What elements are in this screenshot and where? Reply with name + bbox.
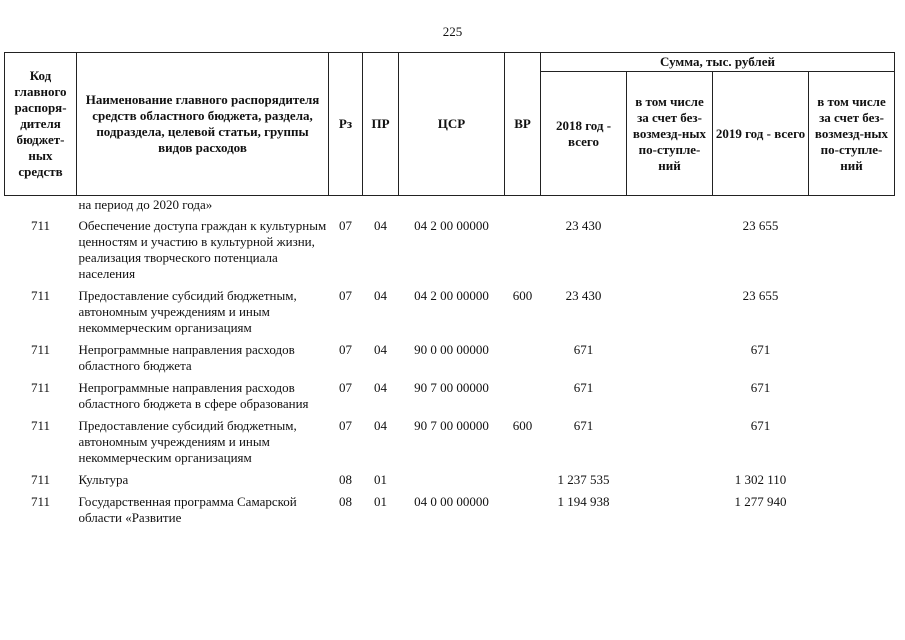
page-number: 225 (442, 24, 463, 39)
cell-2019-total: 671 (750, 342, 771, 357)
cell-pr: 01 (374, 472, 387, 487)
cell-name: Предоставление субсидий бюджетным, автономным учреждениям и иным некоммерческим организациям (78, 288, 297, 335)
cell-2019-grants (809, 469, 895, 491)
cell-2018-total: 671 (573, 380, 594, 395)
cell-2018-grants (627, 415, 713, 469)
cell-code: 711 (30, 472, 51, 487)
table-body (5, 215, 895, 529)
cell-rz: 07 (339, 342, 352, 357)
table-header (5, 53, 895, 196)
cell-2019-total: 1 277 940 (734, 494, 787, 509)
continuation-row (5, 196, 895, 216)
cell-name: Государственная программа Самарской области «Развитие (78, 494, 297, 525)
cell-rz: 07 (339, 218, 352, 233)
cell-vr (505, 215, 541, 285)
cell-2019-total: 23 655 (742, 218, 779, 233)
cell-2019-grants (809, 377, 895, 415)
header-vr: ВР (505, 53, 541, 196)
cell-code: 711 (30, 288, 51, 303)
cell-vr (505, 491, 541, 529)
cell-vr (505, 469, 541, 491)
cell-rz: 07 (339, 418, 352, 433)
table-row (5, 285, 895, 339)
cell-csr: 04 0 00 00000 (414, 494, 489, 509)
cell-csr: 90 7 00 00000 (414, 418, 489, 433)
cell-name: Обеспечение доступа граждан к культурным ценностям и участию в культурной жизни, реализация творческого потенциала населения (78, 218, 327, 281)
header-2019-grants: в том числе за счет без-возмезд-ных по-ступле-ний (809, 72, 895, 196)
cell-2019-total: 671 (750, 418, 771, 433)
cell-vr (505, 377, 541, 415)
cell-csr: 04 2 00 00000 (414, 218, 489, 233)
cell-2019-total: 23 655 (742, 288, 779, 303)
cell-2019-grants (809, 415, 895, 469)
cell-2018-grants (627, 377, 713, 415)
cell-code: 711 (30, 218, 51, 233)
cell-2019-grants (809, 215, 895, 285)
header-2018-grants: в том числе за счет без-возмезд-ных по-ступле-ний (627, 72, 713, 196)
cell-2019-total: 1 302 110 (734, 472, 787, 487)
cell-2018-grants (627, 339, 713, 377)
cell-2018-total: 23 430 (565, 218, 602, 233)
cell-2019-grants (809, 285, 895, 339)
cell-2018-grants (627, 469, 713, 491)
header-rz: Рз (329, 53, 363, 196)
cell-2018-grants (627, 285, 713, 339)
cell-vr: 600 (512, 418, 533, 433)
table-row (5, 469, 895, 491)
cell-csr: 04 2 00 00000 (414, 288, 489, 303)
cell-pr: 04 (374, 418, 387, 433)
cell-2019-grants (809, 491, 895, 529)
header-pr: ПР (363, 53, 399, 196)
table-row (5, 215, 895, 285)
cell-2018-total: 1 194 938 (557, 494, 610, 509)
cell-pr: 01 (374, 494, 387, 509)
header-sum-group: Сумма, тыс. рублей (541, 53, 895, 72)
header-code: Код главного распоря-дителя бюджет-ных средств (5, 53, 77, 196)
cell-rz: 07 (339, 380, 352, 395)
cell-code: 711 (30, 418, 51, 433)
cell-rz: 08 (339, 494, 352, 509)
header-csr: ЦСР (399, 53, 505, 196)
cell-name: Культура (78, 472, 129, 487)
cell-2018-grants (627, 491, 713, 529)
table-row (5, 377, 895, 415)
cell-name: Предоставление субсидий бюджетным, автономным учреждениям и иным некоммерческим организациям (78, 418, 297, 465)
cell-csr: 90 7 00 00000 (414, 380, 489, 395)
cell-2018-total: 671 (573, 342, 594, 357)
cell-csr (399, 469, 505, 491)
continuation-text: на период до 2020 года» (78, 197, 213, 212)
cell-vr (505, 339, 541, 377)
table-row (5, 415, 895, 469)
table-row (5, 491, 895, 529)
cell-pr: 04 (374, 218, 387, 233)
cell-2018-grants (627, 215, 713, 285)
table-row (5, 339, 895, 377)
cell-pr: 04 (374, 342, 387, 357)
cell-vr: 600 (512, 288, 533, 303)
cell-code: 711 (30, 342, 51, 357)
cell-2018-total: 23 430 (565, 288, 602, 303)
budget-table (4, 52, 895, 529)
header-2019-total: 2019 год - всего (713, 72, 809, 196)
cell-pr: 04 (374, 380, 387, 395)
cell-2018-total: 671 (573, 418, 594, 433)
cell-2019-total: 671 (750, 380, 771, 395)
cell-name: Непрограммные направления расходов областного бюджета в сфере образования (78, 380, 309, 411)
cell-2018-total: 1 237 535 (557, 472, 610, 487)
cell-csr: 90 0 00 00000 (414, 342, 489, 357)
cell-name: Непрограммные направления расходов областного бюджета (78, 342, 295, 373)
header-name: Наименование главного распорядителя средств областного бюджета, раздела, подраздела, целевой статьи, группы видов расходов (77, 53, 329, 196)
cell-rz: 08 (339, 472, 352, 487)
cell-pr: 04 (374, 288, 387, 303)
cell-code: 711 (30, 380, 51, 395)
cell-2019-grants (809, 339, 895, 377)
header-2018-total: 2018 год - всего (541, 72, 627, 196)
cell-code: 711 (30, 494, 51, 509)
cell-rz: 07 (339, 288, 352, 303)
